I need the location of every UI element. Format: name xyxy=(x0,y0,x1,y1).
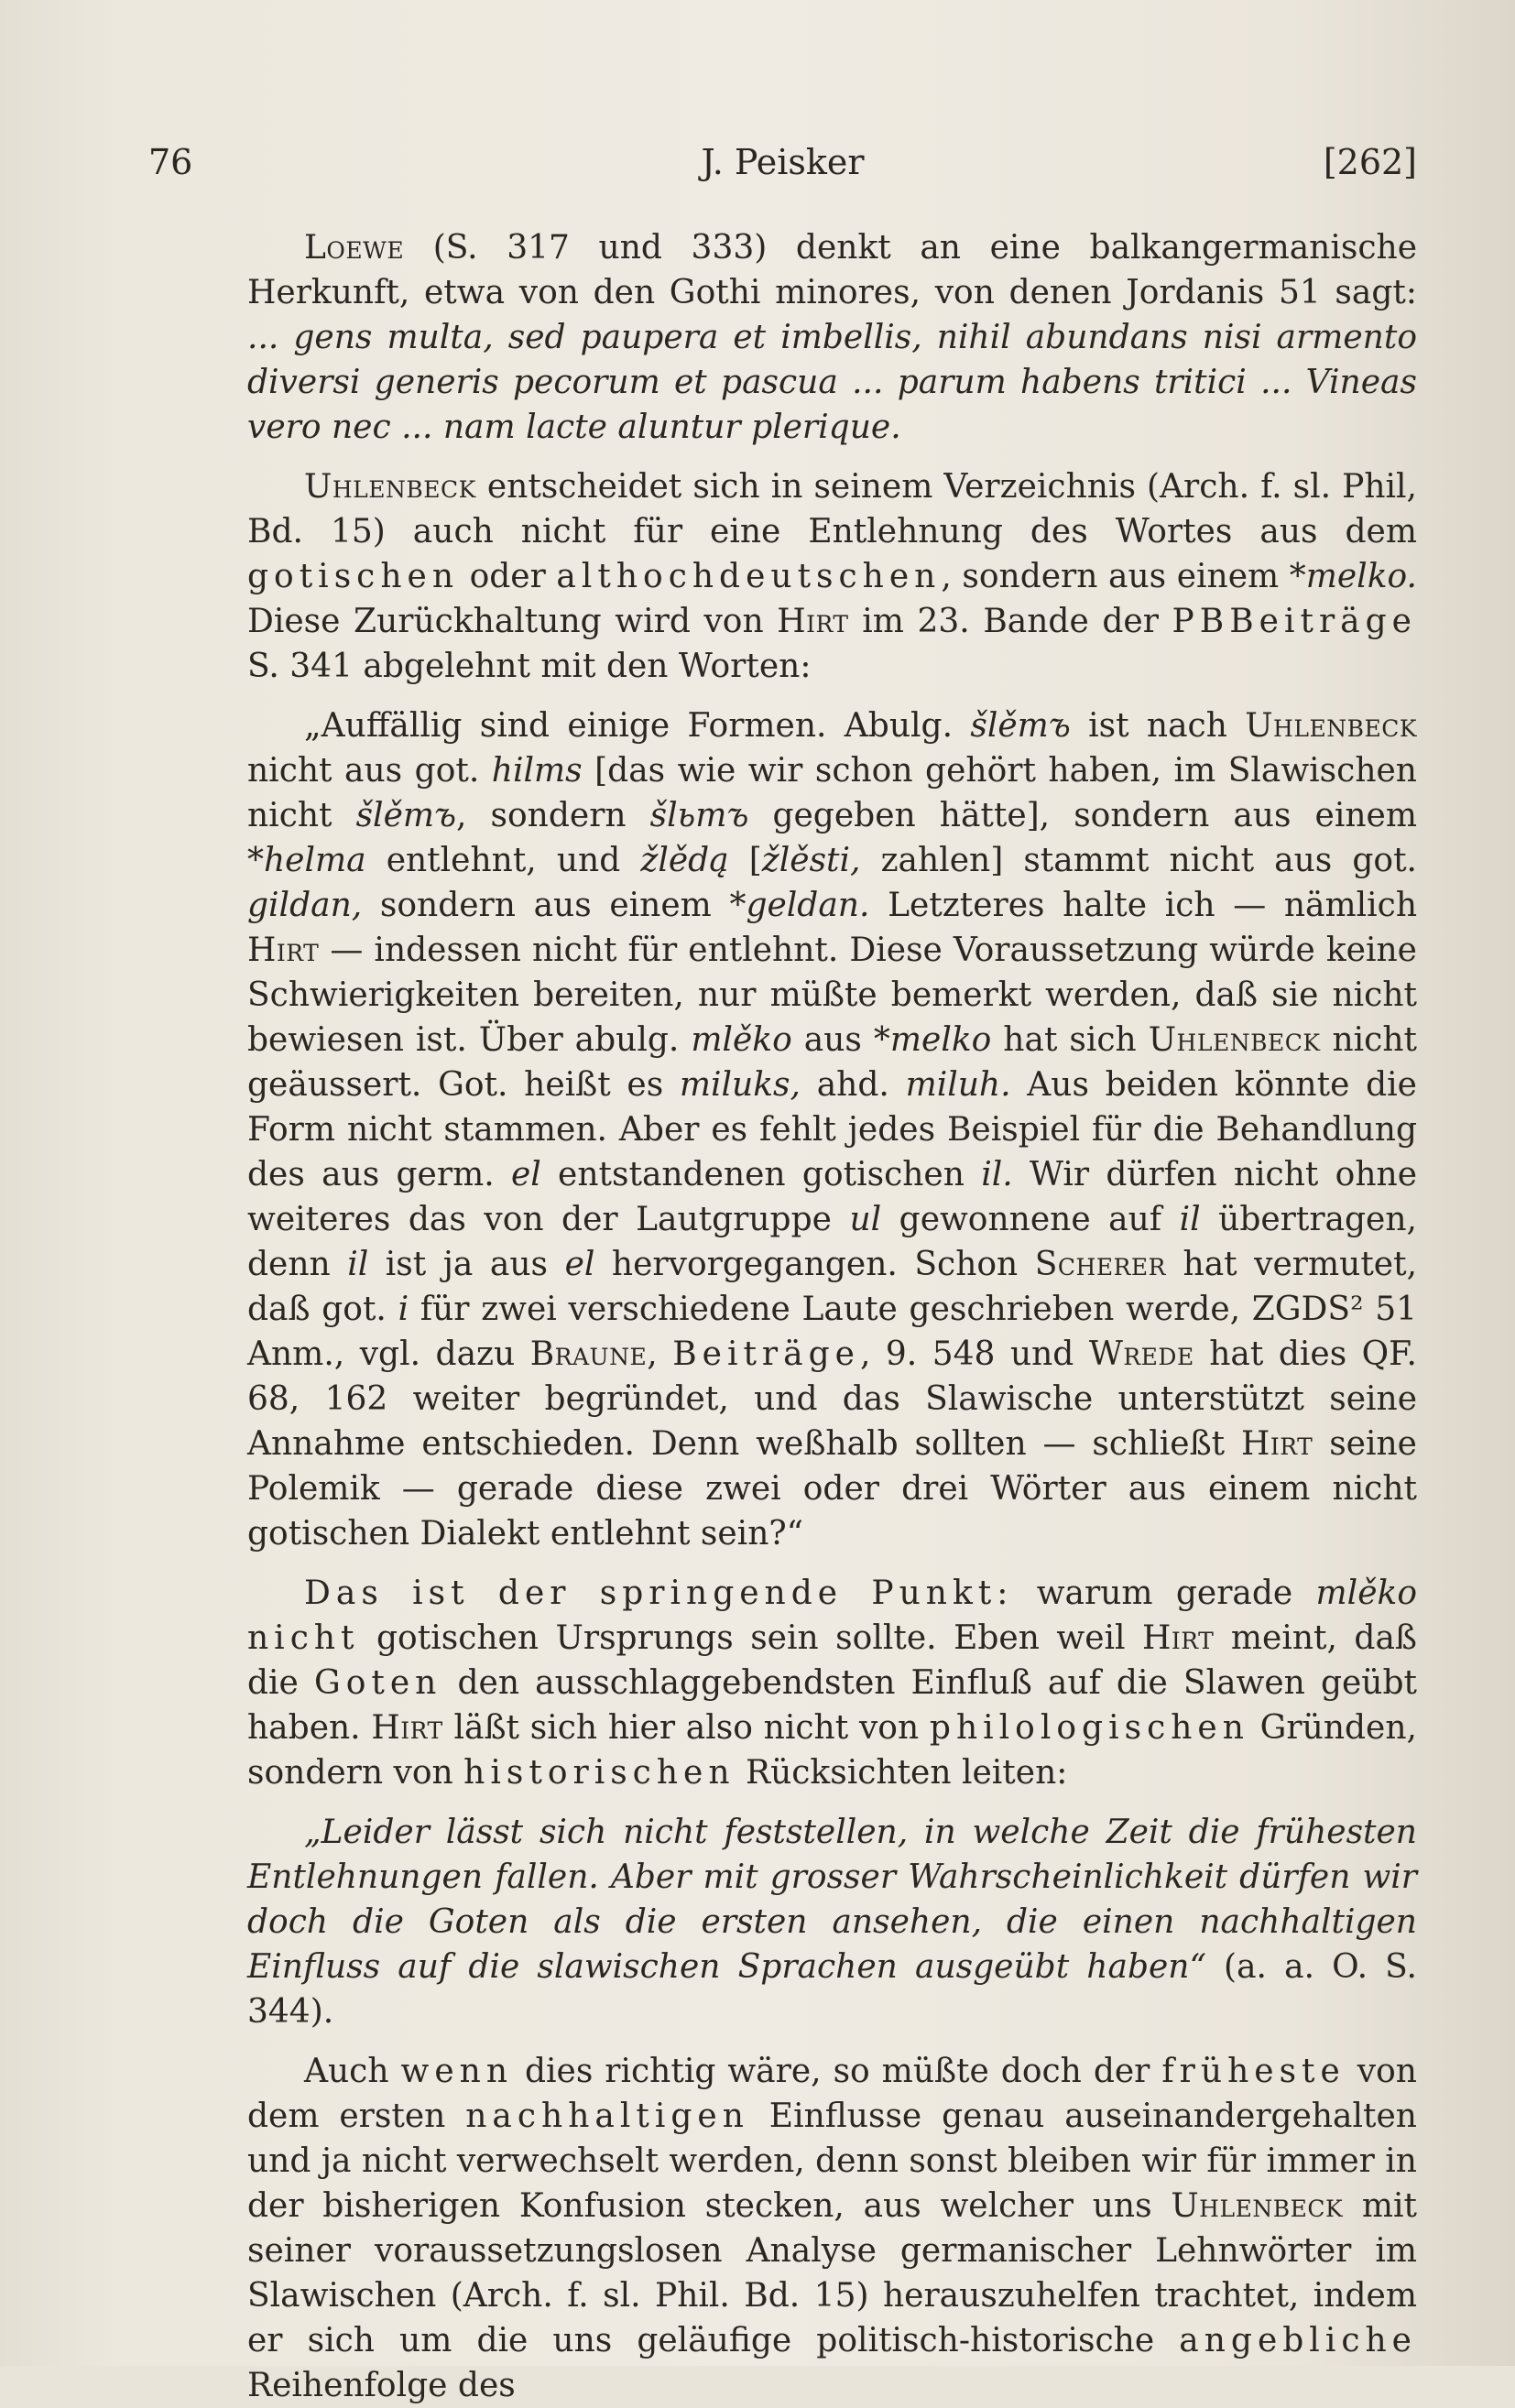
text-run: Letzteres halte ich — nämlich xyxy=(869,887,1418,924)
spaced-emphasis: Goten xyxy=(313,1664,442,1702)
text-run: Reihenfolge des xyxy=(247,2367,516,2404)
text-run: den ausschlaggebendsten Einfluß auf die Slawen geübt haben. xyxy=(247,1664,1417,1747)
text-run: nicht aus got. xyxy=(247,752,492,790)
cited-word: šlěmъ xyxy=(970,707,1071,745)
spaced-emphasis: althochdeutschen xyxy=(556,558,942,595)
text-run: im 23. Bande der xyxy=(848,603,1172,640)
quoted-passage: „Leider lässt sich nicht feststellen, in welche Zeit die frühesten Entlehnungen fallen. Aber mit grosser Wahrscheinlichkeit dürfen wir doch die Goten als die ersten ansehen, die einen nachhaltigen Einfluss auf die slawischen Sprachen ausgeübt haben“ xyxy=(247,1814,1417,1986)
text-run: — indessen nicht für entlehnt. Diese Voraussetzung würde keine Schwierigkeiten bereiten, nur müßte bemerkt werden, daß sie nicht bewiesen ist. Über abulg. xyxy=(247,932,1417,1059)
text-run: entlehnt, und xyxy=(365,842,641,879)
author-name: Uhlenbeck xyxy=(1148,1021,1321,1059)
cited-word: žlědą xyxy=(640,842,729,879)
cited-word: hilms xyxy=(491,752,583,790)
text-run: ist nach xyxy=(1070,707,1246,745)
author-name: Uhlenbeck xyxy=(304,468,476,506)
spaced-emphasis: PBBeiträge xyxy=(1172,603,1417,640)
paragraph-hirt-italic-quote xyxy=(247,1810,1417,2034)
text-run: entstandenen gotischen xyxy=(540,1156,982,1193)
text-run: gotischen Ursprungs sein sollte. Eben weil xyxy=(359,1619,1143,1657)
text-run: „Auffällig sind einige Formen. Abulg. xyxy=(304,707,971,745)
cited-word: el xyxy=(510,1156,541,1193)
text-run: , xyxy=(647,1335,673,1373)
cited-word: il. xyxy=(981,1156,1013,1193)
text-run: ist ja aus xyxy=(368,1246,565,1283)
cited-word: gildan, xyxy=(247,887,363,924)
author-name: Uhlenbeck xyxy=(1245,707,1417,745)
page-number: 76 xyxy=(148,142,193,182)
author-name: Hirt xyxy=(1142,1619,1215,1657)
author-name: Loewe xyxy=(304,229,405,267)
latin-quotation: ... gens multa, sed paupera et imbellis, nihil abundans nisi armento diversi generis pecorum et pascua ... parum habens tritici ... Vineas vero nec ... nam lacte aluntur plerique. xyxy=(247,319,1417,446)
author-name: Wrede xyxy=(1088,1335,1194,1373)
cited-word: šlьmъ xyxy=(649,797,749,834)
text-run: für zwei verschiedene Laute geschrieben werde, ZGDS² 51 Anm., vgl. dazu xyxy=(247,1291,1417,1373)
text-run: (S. 317 und 333) denkt an eine balkangermanische Herkunft, etwa von den Gothi minores, von denen Jordanis 51 sagt: xyxy=(247,229,1417,311)
spaced-emphasis: philologischen xyxy=(929,1709,1249,1747)
text-run: entscheidet sich in seinem Verzeichnis (Arch. f. sl. Phil, Bd. 15) auch nicht für eine Entlehnung des Wortes aus dem xyxy=(247,468,1417,550)
text-run: mit seiner voraussetzungslosen Analyse germanischer Lehnwörter im Slawischen (Arch. f. sl. Phil. Bd. 15) herauszuhelfen trachtet, indem er sich um die uns geläufige politisch-historische xyxy=(247,2187,1417,2359)
author-name: Hirt xyxy=(1240,1425,1313,1463)
text-run: S. 341 abgelehnt mit den Worten: xyxy=(247,648,812,685)
text-run: Rücksichten leiten: xyxy=(735,1754,1068,1792)
spaced-emphasis: nicht xyxy=(247,1619,360,1657)
text-run: nicht geäussert. Got. heißt es xyxy=(247,1021,1417,1104)
author-name: Hirt xyxy=(371,1709,443,1747)
running-title: J. Peisker xyxy=(701,142,865,182)
cited-word: ul xyxy=(849,1201,882,1238)
text-run: gegeben hätte], sondern aus einem xyxy=(748,797,1417,834)
author-name: Hirt xyxy=(777,603,849,640)
text-run: , sondern xyxy=(456,797,650,834)
spaced-emphasis: Das ist der springende Punkt: xyxy=(304,1574,1014,1612)
paragraph-loewe xyxy=(247,225,1417,450)
paragraph-springende-punkt xyxy=(247,1571,1417,1795)
cited-word: šlěmъ xyxy=(355,797,457,834)
cited-word: mlěko xyxy=(691,1021,792,1059)
text-run: läßt sich hier also nicht von xyxy=(442,1709,930,1747)
cited-word: i xyxy=(398,1291,409,1328)
text-run: seine Polemik — gerade diese zwei oder drei Wörter aus einem nicht gotischen Dialekt entlehnt sein?“ xyxy=(247,1425,1417,1553)
cited-word: il xyxy=(1179,1201,1201,1238)
text-run: Einflusse genau auseinandergehalten und ja nicht verwechselt werden, denn sonst bleiben wir für immer in der bisherigen Konfusion stecken, aus welcher uns xyxy=(247,2097,1417,2225)
cited-word: *melko xyxy=(873,1021,992,1059)
text-run: Auch xyxy=(304,2053,401,2090)
text-run: , sondern aus einem xyxy=(941,558,1290,595)
spaced-emphasis: früheste xyxy=(1161,2053,1346,2090)
author-name: Hirt xyxy=(247,932,320,969)
spaced-emphasis: Beiträge xyxy=(672,1335,860,1373)
text-run: hervorgegangen. Schon xyxy=(594,1246,1035,1283)
text-run: hat sich xyxy=(991,1021,1149,1059)
spaced-emphasis: nachhaltigen xyxy=(465,2097,749,2135)
text-run: warum gerade xyxy=(1013,1574,1316,1612)
text-run: [ xyxy=(728,842,762,879)
cited-word: miluks, xyxy=(679,1066,801,1104)
text-run: aus xyxy=(791,1021,874,1059)
text-run: Diese Zurückhaltung wird von xyxy=(247,603,778,640)
running-header xyxy=(148,139,1417,185)
text-run: oder xyxy=(459,558,557,595)
text-run: dies richtig wäre, so müßte doch der xyxy=(513,2053,1162,2090)
text-run: ahd. xyxy=(800,1066,906,1104)
spaced-emphasis: angebliche xyxy=(1179,2322,1417,2359)
text-run: meint, daß die xyxy=(247,1619,1417,1702)
original-page-number: [262] xyxy=(1323,142,1417,182)
cited-word: el xyxy=(564,1246,595,1283)
text-run: , 9. 548 und xyxy=(859,1335,1089,1373)
author-name: Uhlenbeck xyxy=(1171,2187,1344,2225)
spaced-emphasis: historischen xyxy=(463,1754,736,1792)
citation: (a. a. O. S. 344). xyxy=(247,1948,1417,2031)
cited-word: il xyxy=(347,1246,369,1283)
author-name: Braune xyxy=(529,1335,648,1373)
text-run: von dem ersten xyxy=(247,2053,1417,2135)
cited-word: *geldan. xyxy=(729,887,870,924)
text-run: übertragen, denn xyxy=(247,1201,1417,1283)
paragraph-hirt-quote xyxy=(247,703,1417,1556)
paragraph-uhlenbeck xyxy=(247,464,1417,689)
paragraph-auch-wenn xyxy=(247,2049,1417,2408)
cited-word: žlěsti, xyxy=(761,842,861,879)
spaced-emphasis: gotischen xyxy=(247,558,460,595)
text-run: Aus beiden könnte die Form nicht stammen. Aber es fehlt jedes Beispiel für die Behandlung des aus germ. xyxy=(247,1066,1417,1193)
body-text xyxy=(247,225,1417,2408)
text-run: sondern aus einem xyxy=(362,887,730,924)
text-run: gewonnene auf xyxy=(881,1201,1180,1238)
cited-word: *melko. xyxy=(1289,558,1417,595)
cited-word: miluh. xyxy=(905,1066,1011,1104)
text-run: Gründen, sondern von xyxy=(247,1709,1417,1792)
text-run: hat vermutet, daß got. xyxy=(247,1246,1418,1328)
spaced-emphasis: wenn xyxy=(400,2053,514,2090)
text-run: Wir dürfen nicht ohne weiteres das von der Lautgruppe xyxy=(247,1156,1417,1238)
text-run: zahlen] stammt nicht aus got. xyxy=(860,842,1417,879)
cited-word: mlěko xyxy=(1315,1574,1417,1612)
author-name: Scherer xyxy=(1034,1246,1167,1283)
cited-word: *helma xyxy=(247,842,366,879)
text-run: hat dies QF. 68, 162 weiter begründet, und das Slawische unterstützt seine Annahme entschieden. Denn weßhalb sollten — schließt xyxy=(247,1335,1417,1463)
text-run: [das wie wir schon gehört haben, im Slawischen nicht xyxy=(247,752,1417,834)
